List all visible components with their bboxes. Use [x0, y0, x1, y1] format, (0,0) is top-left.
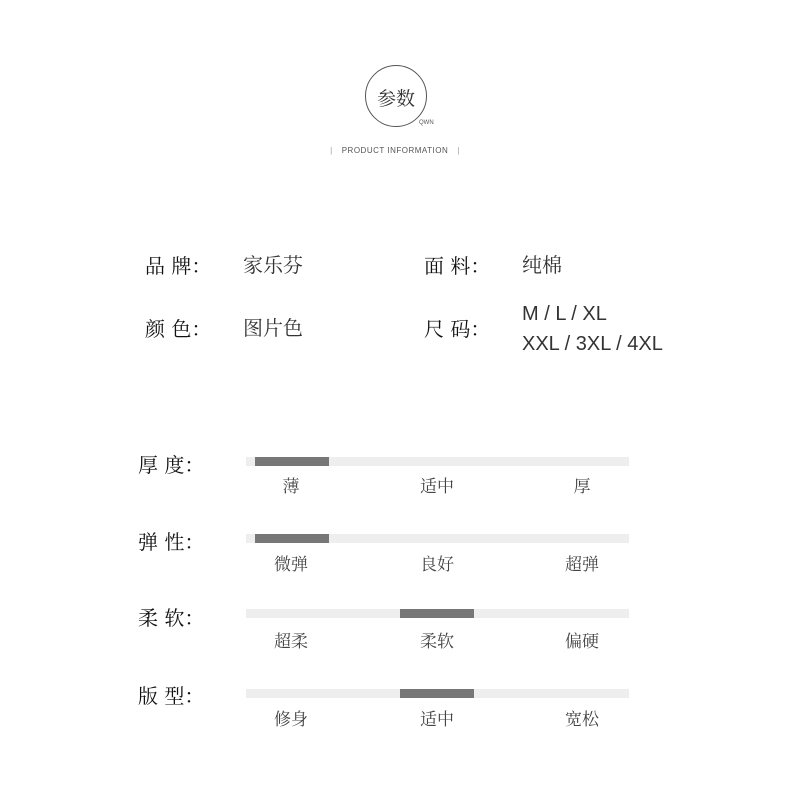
gauge-label: 厚 度：: [138, 453, 205, 477]
gauge-tick-label: 偏硬: [565, 632, 599, 652]
gauge-track: [246, 534, 629, 543]
gauge-tick-label: 适中: [420, 477, 454, 497]
gauge-tick-label: 超柔: [274, 632, 308, 652]
section-subtitle: [0, 146, 790, 155]
gauge-indicator: [400, 609, 474, 618]
spec-size-line1: M / L / XL: [522, 303, 607, 325]
gauge-label: 柔 软：: [138, 606, 205, 630]
spec-size-label: 尺 码：: [424, 317, 491, 341]
gauge-indicator: [400, 689, 474, 698]
gauge-tick-label: 良好: [420, 555, 454, 575]
gauge-tick-label: 适中: [420, 710, 454, 730]
spec-size: [424, 303, 663, 359]
gauge-tick-label: 柔软: [420, 632, 454, 652]
gauge-tick-label: 薄: [282, 477, 300, 497]
gauge-tick-label: 修身: [274, 710, 308, 730]
spec-size-value: [522, 299, 663, 359]
spec-fabric: [424, 250, 562, 280]
spec-color-label: 颜 色：: [145, 317, 212, 341]
spec-brand: [145, 250, 303, 280]
gauge-track: [246, 609, 629, 618]
gauge-tick-label: 厚: [573, 477, 591, 497]
title-circle: [365, 65, 427, 127]
gauge-track: [246, 689, 629, 698]
divider-right: |: [457, 146, 460, 155]
section-title: 参数: [376, 88, 415, 110]
gauge-label: 弹 性：: [138, 530, 205, 554]
spec-brand-label: 品 牌：: [145, 254, 212, 278]
gauge-label: 版 型：: [138, 684, 205, 708]
divider-left: |: [330, 146, 333, 155]
spec-color: [145, 313, 303, 343]
spec-brand-value: 家乐芬: [243, 253, 303, 277]
gauge-track: [246, 457, 629, 466]
gauge-tick-label: 宽松: [565, 710, 599, 730]
spec-size-line2: XXL / 3XL / 4XL: [522, 333, 663, 355]
spec-fabric-label: 面 料：: [424, 254, 491, 278]
gauge-indicator: [255, 534, 329, 543]
spec-fabric-value: 纯棉: [522, 253, 562, 277]
circle-subtext: QWN: [419, 120, 434, 126]
subtitle-text: PRODUCT INFORMATION: [341, 146, 449, 155]
gauge-tick-label: 微弹: [274, 555, 308, 575]
spec-color-value: 图片色: [243, 316, 303, 340]
gauge-tick-label: 超弹: [565, 555, 599, 575]
gauge-indicator: [255, 457, 329, 466]
